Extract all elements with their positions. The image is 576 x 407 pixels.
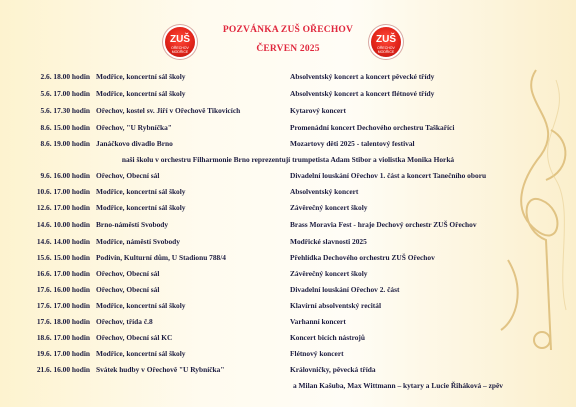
event-title: Divadelní louskání Ořechov 1. část a koncert Tanečního oboru [290,171,487,180]
event-row [0,235,576,249]
event-place: Modřice, koncertní sál školy [96,203,186,212]
event-place: Modřice, koncertní sál školy [96,187,186,196]
logo-subtext: OŘECHOV MODŘICE [377,46,395,54]
event-date: 5.6. 17.30 hodin [40,106,90,115]
event-place: Modřice, koncertní sál školy [96,72,186,81]
event-row [0,121,576,135]
event-date: 18.6. 17.00 hodin [36,333,90,342]
event-title: Varhanní koncert [290,317,346,326]
event-date: 16.6. 17.00 hodin [36,269,90,278]
event-row [0,185,576,199]
event-date: 17.6. 18.00 hodin [36,317,90,326]
page-subtitle: ČERVEN 2025 [256,44,320,54]
event-title: Promenádní koncert Dechového orchestru Taškaříci [290,123,455,132]
event-place: Ořechov, kostel sv. Jiří v Ořechově Tikovicích [96,106,241,115]
performers-credits: a Milan Kašuba, Max Wittmann – kytary a Lucie Řiháková – zpěv [293,381,503,390]
event-date: 14.6. 10.00 hodin [36,220,90,229]
event-date: 8.6. 15.00 hodin [40,123,90,132]
event-title: Závěrečný koncert školy [290,269,368,278]
event-date: 2.6. 18.00 hodin [40,72,90,81]
event-row [0,70,576,84]
event-place: Modřice, koncertní sál školy [96,89,186,98]
event-date: 17.6. 17.00 hodin [36,301,90,310]
event-row [0,137,576,151]
event-place: Svátek hudby v Ořechově "U Rybníčka" [96,365,225,374]
event-title: Flétnový koncert [290,349,344,358]
event-date: 21.6. 16.00 hodin [36,365,90,374]
event-row [0,87,576,101]
event-title: Absolventský koncert a koncert flétnové třídy [290,89,435,98]
event-date: 8.6. 19.00 hodin [40,139,90,148]
event-date: 17.6. 16.00 hodin [36,285,90,294]
event-row [0,201,576,215]
event-date: 5.6. 17.00 hodin [40,89,90,98]
event-title: Absolventský koncert [290,187,359,196]
event-date: 14.6. 14.00 hodin [36,237,90,246]
event-place: Modřice, koncertní sál školy [96,301,186,310]
event-place: Ořechov, třída č.8 [96,317,153,326]
event-row [0,299,576,313]
event-title: Koncert bicích nástrojů [290,333,365,342]
event-place: Modřice, koncertní sál školy [96,349,186,358]
event-place: Modřice, náměstí Svobody [96,237,180,246]
event-date: 12.6. 17.00 hodin [36,203,90,212]
event-row [0,169,576,183]
page-title: POZVÁNKA ZUŠ OŘECHOV [222,25,354,35]
event-title: Divadelní louskání Ořechov 2. část [290,285,400,294]
event-title: Klavírní absolventský recitál [290,301,382,310]
event-title: Modřické slavnosti 2025 [290,237,367,246]
event-title: Přehlídka Dechového orchestru ZUŠ Ořechov [290,253,435,262]
event-place: Ořechov, "U Rybníčka" [96,123,172,132]
event-place: Ořechov, Obecní sál [96,171,160,180]
event-row [0,104,576,118]
event-title: Závěrečný koncert školy [290,203,368,212]
logo-mark: ZUŠ [376,34,396,45]
event-title: Absolventský koncert a koncert pěvecké třídy [290,72,435,81]
event-title: Mozartovy děti 2025 - talentový festival [290,139,415,148]
performers-note: naši školu v orchestru Filharmonie Brno reprezentují trumpetista Adam Stibor a violistka Monika Horká [121,155,455,164]
logo-subtext: OŘECHOV MODŘICE [171,46,189,54]
event-place: Janáčkovo divadlo Brno [96,139,173,148]
event-row [0,251,576,265]
event-row [0,267,576,281]
event-place: Brno-náměstí Svobody [96,220,169,229]
event-place: Podivín, Kulturní dům, U Stadionu 788/4 [96,253,226,262]
event-title: Kytarový koncert [290,106,346,115]
event-date: 15.6. 15.00 hodin [36,253,90,262]
event-place: Ořechov, Obecní sál KC [96,333,173,342]
event-place: Ořechov, Obecní sál [96,269,160,278]
event-row [0,283,576,297]
logo-mark: ZUŠ [170,34,190,45]
event-row [0,218,576,232]
event-title: Královničky, pěvecká třída [290,365,376,374]
event-row [0,347,576,361]
event-title: Brass Moravia Fest - hraje Dechový orchestr ZUŠ Ořechov [290,220,477,229]
event-date: 19.6. 17.00 hodin [36,349,90,358]
event-row [0,363,576,377]
event-row [0,315,576,329]
event-row [0,331,576,345]
event-date: 9.6. 16.00 hodin [40,171,90,180]
event-place: Ořechov, Obecní sál [96,285,160,294]
event-date: 10.6. 17.00 hodin [36,187,90,196]
